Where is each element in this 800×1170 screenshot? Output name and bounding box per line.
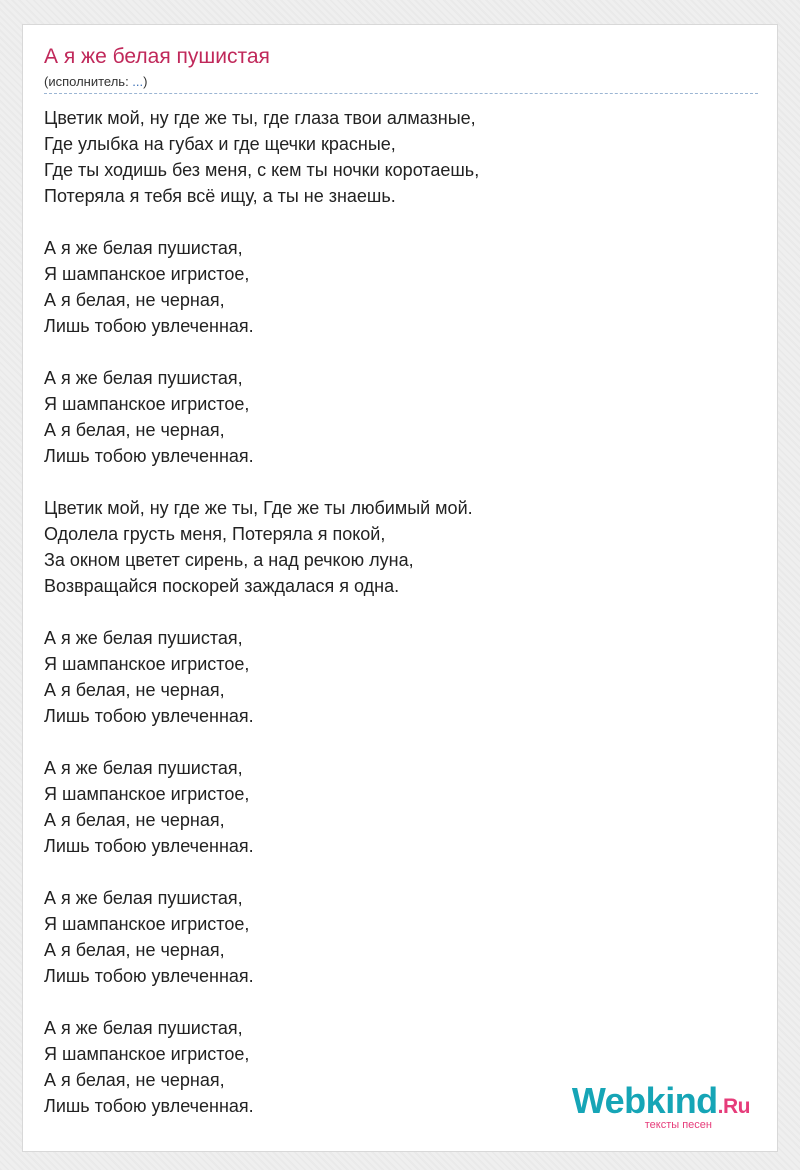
artist-line <box>44 74 147 90</box>
lyrics-line: А я же белая пушистая, <box>44 368 243 388</box>
lyrics-line: А я же белая пушистая, <box>44 888 243 908</box>
lyrics-line: Я шампанское игристое, <box>44 1044 250 1064</box>
lyrics-line: А я же белая пушистая, <box>44 238 243 258</box>
lyrics-line: За окном цветет сирень, а над речкою луна, <box>44 550 414 570</box>
lyrics-line: А я белая, не черная, <box>44 1070 225 1090</box>
title-divider <box>44 93 758 94</box>
lyrics-line: Потеряла я тебя всё ищу, а ты не знаешь. <box>44 186 396 206</box>
lyrics-line: Одолела грусть меня, Потеряла я покой, <box>44 524 386 544</box>
lyrics-line: А я же белая пушистая, <box>44 1018 243 1038</box>
lyrics-line: А я белая, не черная, <box>44 420 225 440</box>
artist-suffix: ) <box>143 74 148 89</box>
lyrics-line: Я шампанское игристое, <box>44 264 250 284</box>
lyrics-line: А я же белая пушистая, <box>44 628 243 648</box>
lyrics-body <box>44 105 764 1145</box>
lyrics-line: Лишь тобою увлеченная. <box>44 446 254 466</box>
lyrics-line: Лишь тобою увлеченная. <box>44 836 254 856</box>
lyrics-stanza <box>44 365 764 469</box>
logo-name: Webkind <box>571 1080 718 1121</box>
lyrics-stanza <box>44 235 764 339</box>
logo-tagline: тексты песен <box>644 1119 712 1131</box>
lyrics-line: Лишь тобою увлеченная. <box>44 706 254 726</box>
webkind-logo[interactable] <box>571 1080 750 1131</box>
lyrics-line: Лишь тобою увлеченная. <box>44 966 254 986</box>
lyrics-card <box>22 24 778 1152</box>
lyrics-line: Возвращайся поскорей заждалася я одна. <box>44 576 400 596</box>
lyrics-line: А я же белая пушистая, <box>44 758 243 778</box>
lyrics-line: А я белая, не черная, <box>44 810 225 830</box>
lyrics-line: Цветик мой, ну где же ты, где глаза твои алмазные, <box>44 108 476 128</box>
lyrics-stanza <box>44 755 764 859</box>
lyrics-line: Цветик мой, ну где же ты, Где же ты любимый мой. <box>44 498 473 518</box>
lyrics-stanza <box>44 625 764 729</box>
lyrics-line: Где улыбка на губах и где щечки красные, <box>44 134 396 154</box>
lyrics-line: Я шампанское игристое, <box>44 784 250 804</box>
lyrics-line: Где ты ходишь без меня, с кем ты ночки коротаешь, <box>44 160 480 180</box>
lyrics-stanza <box>44 105 764 209</box>
lyrics-line: Я шампанское игристое, <box>44 914 250 934</box>
lyrics-line: А я белая, не черная, <box>44 290 225 310</box>
lyrics-line: А я белая, не черная, <box>44 940 225 960</box>
lyrics-line: Лишь тобою увлеченная. <box>44 1096 254 1116</box>
lyrics-line: Я шампанское игристое, <box>44 654 250 674</box>
artist-prefix: (исполнитель: <box>44 74 133 89</box>
lyrics-stanza <box>44 495 764 599</box>
logo-tld: .Ru <box>717 1095 750 1118</box>
lyrics-line: А я белая, не черная, <box>44 680 225 700</box>
lyrics-line: Я шампанское игристое, <box>44 394 250 414</box>
lyrics-line: Лишь тобою увлеченная. <box>44 316 254 336</box>
lyrics-stanza <box>44 885 764 989</box>
song-title: А я же белая пушистая <box>44 45 270 68</box>
artist-link[interactable]: ... <box>132 74 144 89</box>
